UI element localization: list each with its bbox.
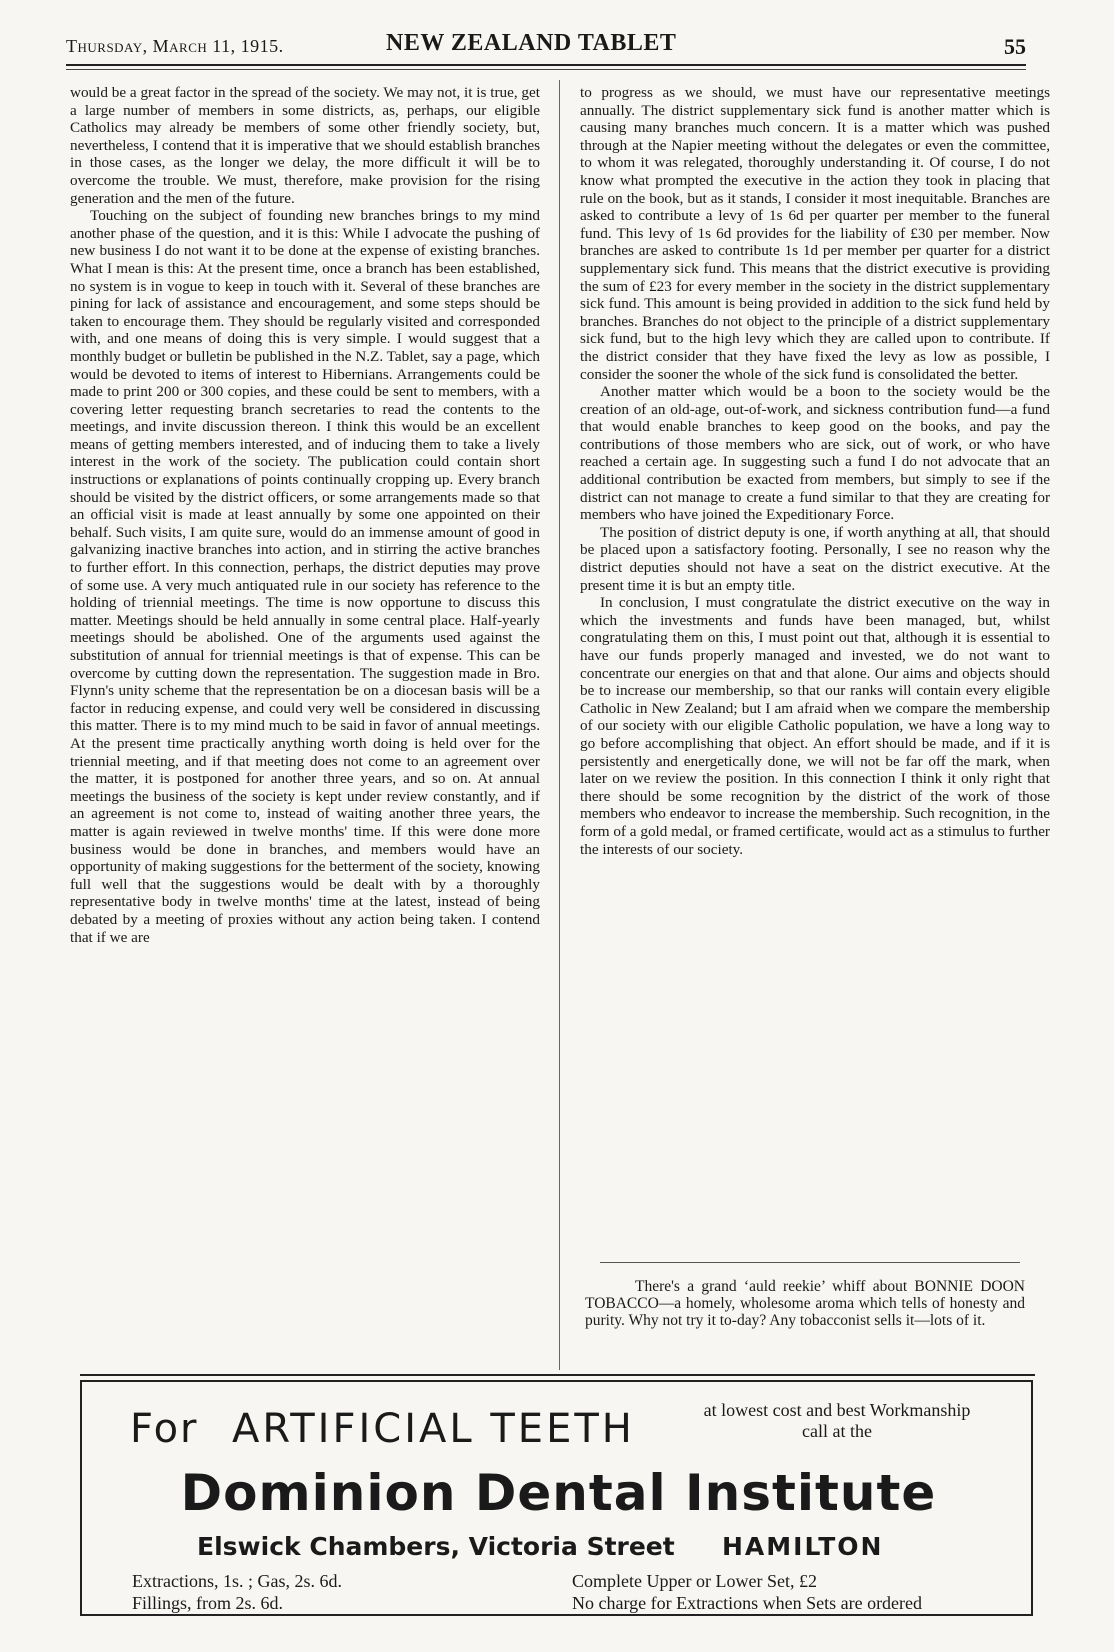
- column-divider: [559, 80, 560, 1370]
- notice-rule: [600, 1262, 1020, 1263]
- ad-city: HAMILTON: [722, 1532, 884, 1561]
- ad-price-line: Fillings, from 2s. 6d.: [132, 1593, 284, 1613]
- ad-address: Elswick Chambers, Victoria Street: [197, 1532, 675, 1561]
- paragraph: The position of district deputy is one, if worth anything at all, that should be placed upon a satisfactory footing. Personally, I see no reason why the district deputies should not have a seat on the district executive. At the present time it is but an empty title.: [580, 523, 1050, 594]
- page-header: [66, 30, 1026, 66]
- ad-cost-note: [672, 1400, 1002, 1442]
- left-column: [70, 84, 540, 1364]
- ad-price-line: No charge for Extractions when Sets are ordered: [572, 1593, 923, 1613]
- ad-prices-left: [132, 1570, 342, 1614]
- ad-price-line: Extractions, 1s. ; Gas, 2s. 6d.: [132, 1571, 342, 1591]
- paragraph: Touching on the subject of founding new branches brings to my mind another phase of the question, and it is this: While I advocate the pushing of new business I do not want it to be done at the expense of existing branches. What I mean is this: At the present time, once a branch has been established, no system is in vogue to keep in touch with it. Several of these branches are pining for lack of assistance and encouragement, and some steps should be taken to encourage them. They should be regularly visited and corresponded with, and one means of doing this is very simple. I would suggest that a monthly budget or bulletin be published in the N.Z. Tablet, say a page, which would be devoted to items of interest to Hibernians. Arrangements could be made to print 200 or 300 copies, and these could be sent to members, with a covering letter requesting branch secretaries to read the contents to the meetings, and invite discussion thereon. I think this would be an excellent means of getting members interested, and of inducing them to take a lively interest in the work of the society. The publication could contain short instructions or explanations of points continually cropping up. Every branch should be visited by the district officers, or some arrangements made so that an official visit is made at least annually by some one appointed on their behalf. Such visits, I am quite sure, would do an immense amount of good in galvanizing inactive branches into action, and in stirring the active branches to further effort. In this connection, perhaps, the district deputies may prove of some use. A very much antiquated rule in our society has reference to the holding of triennial meetings. The time is now opportune to discuss this matter. Meetings should be held annually in some central place. Half-yearly meetings should be abolished. One of the arguments used against the substitution of annual for triennial meetings is that of expense. This can be overcome by cutting down the representation. The suggestion made in Bro. Flynn's unity scheme that the representation be on a diocesan basis will be a factor in reducing expense, and could very well be considered in discussing this matter. There is to my mind much to be said in favor of annual meetings. At the present time practically anything worth doing is held over for the triennial meeting, and if that meeting does not come to an agreement over the matter, it is postponed for another three years, and so on. At annual meetings the business of the society is kept under review constantly, and if an agreement is not come to, instead of waiting another three years, the matter is again reviewed in twelve months' time. If this were done more business would be done in branches, and members would have an opportunity of making suggestions for the betterment of the society, knowing full well that the suggestions would be dealt with by a thoroughly representative body in twelve months' time at the latest, instead of being debated by a meeting of proxies without any action being taken. I contend that if we are: [70, 207, 540, 946]
- header-rule: [66, 69, 1026, 70]
- paragraph: In conclusion, I must congratulate the district executive on the way in which the investments and funds have been managed, but, whilst congratulating them on this, I must point out that, although it is essential to have our funds properly managed and invested, we do not want to concentrate our energies on that and that alone. Our aims and objects should be to increase our membership, so that our ranks will contain every eligible Catholic in New Zealand; but I am afraid when we compare the membership of our society with our eligible Catholic population, we have a long way to go before accomplishing that object. An effort should be made, and if it is persistently and energetically done, we will not be far off the mark, when later on we review the position. In this connection I think it only right that there should be some recognition by the district of the work of those members who endeavor to increase the membership. Such recognition, in the form of a gold medal, or framed certificate, would act as a stimulus to further the interests of our society.: [580, 594, 1050, 858]
- ad-for: For: [130, 1406, 199, 1452]
- page-number: 55: [1004, 34, 1026, 59]
- ad-price-line: Complete Upper or Lower Set, £2: [572, 1571, 817, 1591]
- publication-title: NEW ZEALAND TABLET: [386, 30, 677, 56]
- ad-institute-name: Dominion Dental Institute: [180, 1464, 937, 1522]
- ad-cost-line: call at the: [802, 1421, 872, 1441]
- right-column: [580, 84, 1050, 1244]
- ad-prices-right: [572, 1570, 922, 1614]
- paragraph: Another matter which would be a boon to the society would be the creation of an old-age, out-of-work, and sickness contribution fund—a fund that would enable branches to keep good on the books, and pay the contributions of those members who are sick, out of work, or who have reached a certain age. In suggesting such a fund I do not advocate that an additional contribution be exacted from members, but simply to see if the district can not manage to create a fund similar to that they are creating for members who have joined the Expeditionary Force.: [580, 383, 1050, 524]
- advert-rule: [80, 1374, 1035, 1376]
- dental-advertisement: [80, 1380, 1033, 1616]
- issue-date: Thursday, March 11, 1915.: [66, 36, 284, 56]
- tobacco-notice-text: There's a grand ‘auld reekie’ whiff about BONNIE DOON TOBACCO—a homely, wholesome aroma which tells of honesty and purity. Why not try it to-day? Any tobacconist sells it—lots of it.: [585, 1278, 1025, 1329]
- ad-headline: ARTIFICIAL TEETH: [232, 1406, 635, 1452]
- tobacco-notice: [585, 1278, 1025, 1329]
- paragraph: to progress as we should, we must have our representative meetings annually. The district supplementary sick fund is another matter which is causing many branches much concern. It is a matter which was pushed through at the Napier meeting without the delegates or even the committee, to whom it was relegated, thoroughly understanding it. Of course, I do not know what prompted the executive in the action they took in placing that rule on the book, but as it stands, I consider it most inequitable. Branches are asked to contribute a levy of 1s 6d per quarter per member to the funeral fund. This levy of 1s 6d provides for the liability of £30 per member. Now branches are asked to contribute 1s 1d per member per quarter for a district supplementary sick fund. This means that the district executive is providing the sum of £23 for every member in the society in the district supplementary sick fund. This amount is being provided in addition to the sick fund held by branches. Branches do not object to the principle of a district supplementary sick fund, but to the high levy which they are called upon to contribute. If the district consider that they have fixed the levy as low as possible, I consider the sooner the whole of the sick fund is consolidated the better.: [580, 84, 1050, 383]
- ad-cost-line: at lowest cost and best Workmanship: [703, 1400, 971, 1420]
- paragraph: would be a great factor in the spread of the society. We may not, it is true, get a large number of members in some districts, as, perhaps, our eligible Catholics may already be members of some other friendly society, but, nevertheless, I contend that it is imperative that we should establish branches in those cases, as the longer we delay, the more difficult it will be to overcome the trouble. We must, therefore, make provision for the rising generation and the men of the future.: [70, 84, 540, 207]
